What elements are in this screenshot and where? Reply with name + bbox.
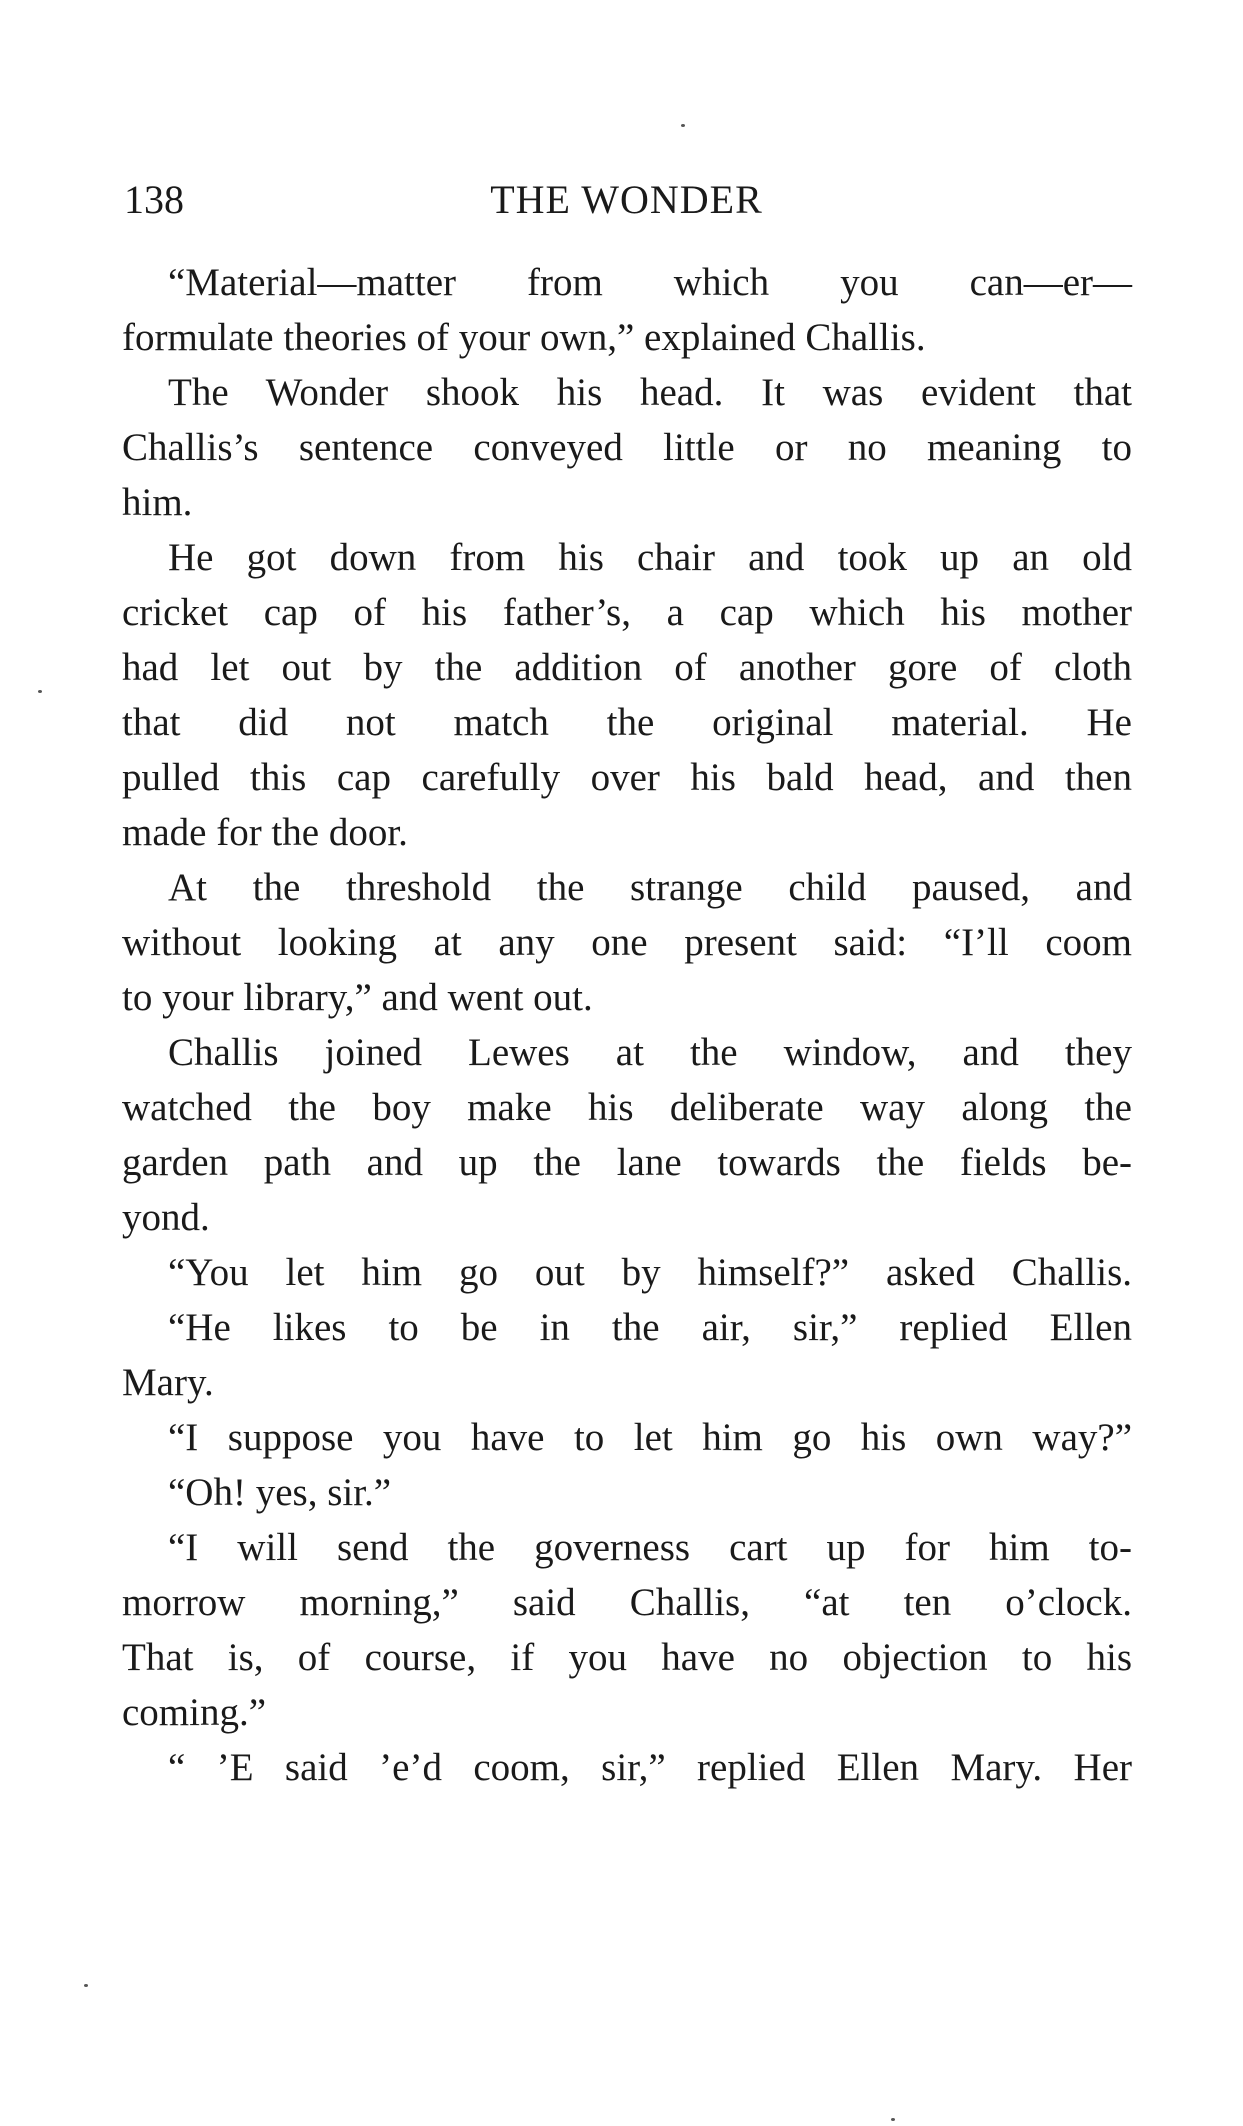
text-line: He got down from his chair and took up an old (168, 536, 1132, 579)
text-line: pulled this cap carefully over his bald head, and then (122, 756, 1132, 799)
text-line: formulate theories of your own,” explained Challis. (122, 316, 926, 359)
text-line: made for the door. (122, 811, 408, 854)
text-line: Mary. (122, 1361, 214, 1404)
print-speck (38, 690, 42, 693)
text-line: “You let him go out by himself?” asked Challis. (168, 1251, 1132, 1294)
page-number: 138 (124, 177, 184, 222)
text-line: “Material—matter from which you can—er— (168, 261, 1132, 304)
text-line: “I will send the governess cart up for him to- (168, 1526, 1132, 1569)
text-line: cricket cap of his father’s, a cap which his mother (122, 591, 1132, 634)
text-line: him. (122, 481, 193, 524)
text-line: “ ’E said ’e’d coom, sir,” replied Ellen Mary. Her (168, 1746, 1132, 1789)
text-line: morrow morning,” said Challis, “at ten o’clock. (122, 1581, 1132, 1624)
print-speck (681, 124, 685, 127)
text-line: garden path and up the lane towards the fields be- (122, 1141, 1132, 1184)
text-line: Challis joined Lewes at the window, and they (168, 1031, 1132, 1074)
text-line: “Oh! yes, sir.” (168, 1471, 392, 1514)
running-title: THE WONDER (490, 177, 763, 222)
text-line: without looking at any one present said: “I’ll coom (122, 921, 1132, 964)
text-line: yond. (122, 1196, 210, 1239)
text-line: “He likes to be in the air, sir,” replied Ellen (168, 1306, 1132, 1349)
print-speck (891, 2118, 895, 2121)
text-line: coming.” (122, 1691, 267, 1734)
text-line: watched the boy make his deliberate way along the (122, 1086, 1132, 1129)
text-line: That is, of course, if you have no objection to his (122, 1636, 1132, 1679)
body-text (122, 255, 1132, 1795)
text-line: The Wonder shook his head. It was evident that (168, 371, 1132, 414)
text-line: “I suppose you have to let him go his own way?” (168, 1416, 1132, 1459)
print-speck (84, 1984, 88, 1987)
text-line: had let out by the addition of another gore of cloth (122, 646, 1132, 689)
page-header (124, 175, 1129, 225)
text-line: that did not match the original material. He (122, 701, 1132, 744)
text-line: At the threshold the strange child paused, and (168, 866, 1132, 909)
text-line: to your library,” and went out. (122, 976, 593, 1019)
text-line: Challis’s sentence conveyed little or no meaning to (122, 426, 1132, 469)
